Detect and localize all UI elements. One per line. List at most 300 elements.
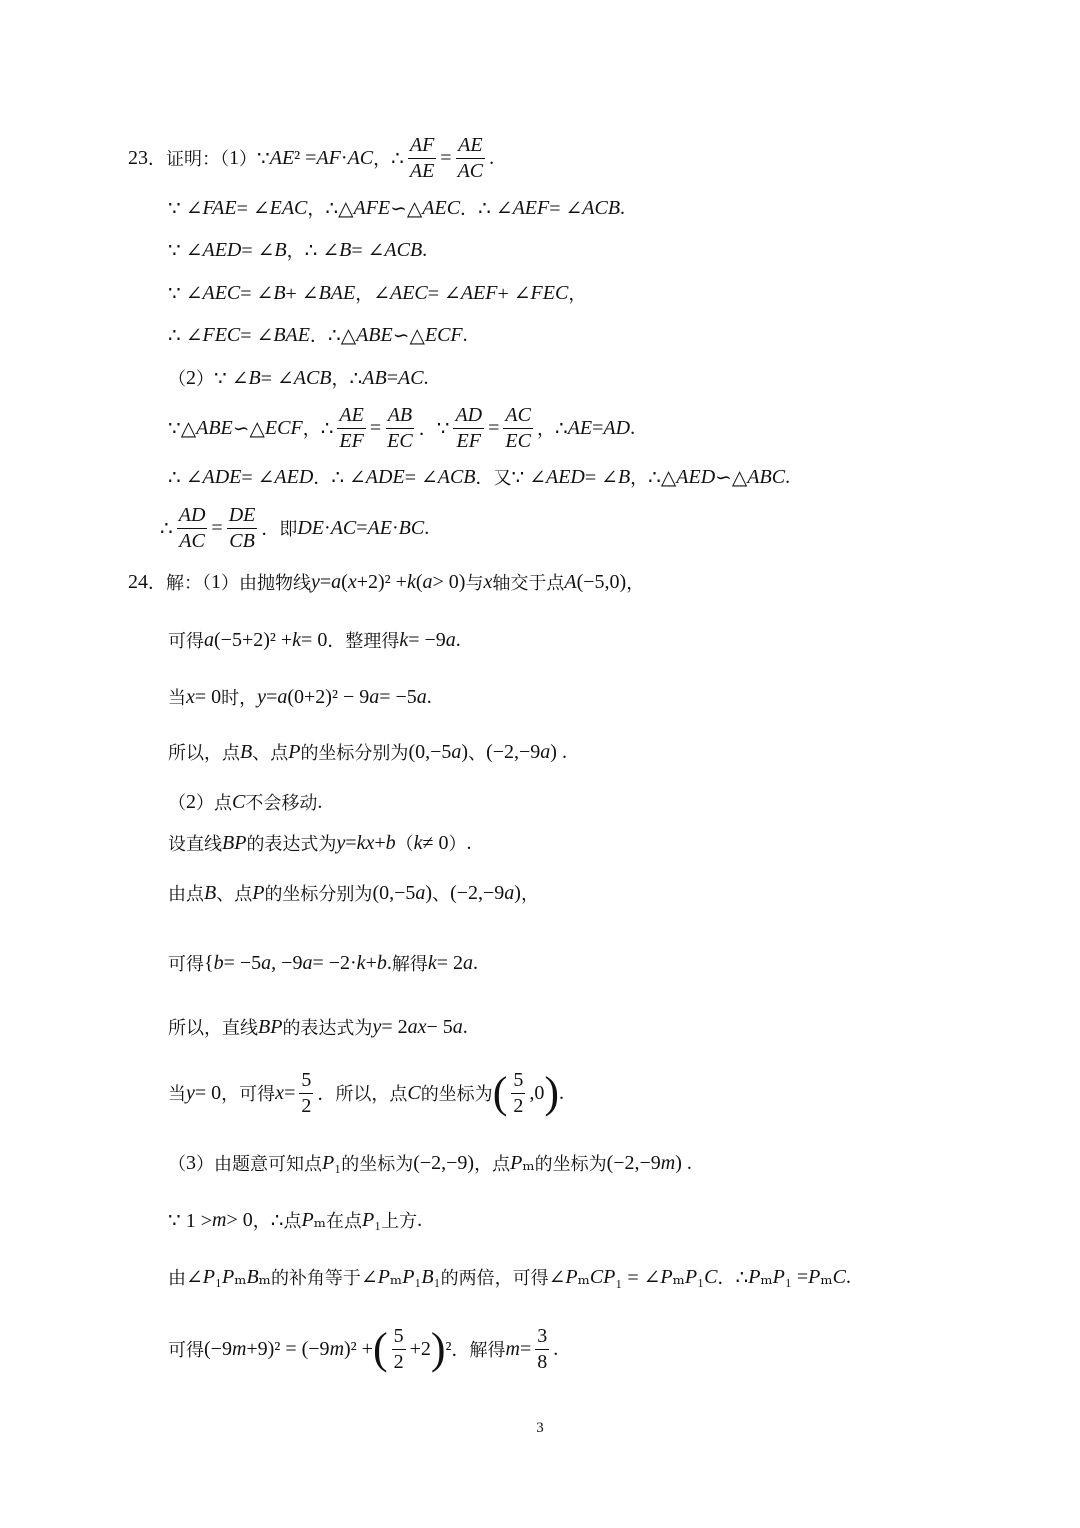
numerator [511, 1068, 525, 1094]
text-segment: 点 [283, 1211, 302, 1232]
math-segment: = ∠ [549, 197, 583, 220]
math-segment: . [417, 1208, 423, 1231]
math-segment: AE [339, 403, 364, 426]
math-segment: ∴ [270, 1209, 284, 1232]
math-segment: { [204, 951, 214, 974]
math-segment: ∠ [373, 282, 390, 305]
fraction [408, 133, 436, 184]
math-segment: C [232, 790, 246, 813]
text-segment: ， [307, 199, 326, 220]
text-segment: 在点 [325, 1211, 362, 1232]
math-segment: AE [269, 146, 295, 169]
math-segment: ADE [365, 465, 405, 488]
math-segment: + [374, 831, 386, 854]
text-segment: （ [168, 1154, 186, 1175]
math-segment: B [246, 1265, 259, 1288]
math-segment: (−2,−9 [486, 740, 541, 763]
math-segment: = [211, 516, 223, 539]
solution-line-p23_l7 [168, 403, 636, 452]
solution-line-p24_l12 [168, 1200, 422, 1240]
math-segment: 2 [301, 1094, 312, 1117]
math-segment: P [288, 740, 301, 763]
math-segment: ABE [356, 323, 393, 346]
math-segment: . [386, 951, 392, 974]
math-segment: FAE [202, 196, 237, 219]
text-segment: ， [373, 149, 392, 170]
text-segment: ． [418, 419, 437, 440]
math-segment: = 2 [381, 1015, 408, 1038]
math-segment: . [426, 685, 432, 708]
math-segment: a [540, 740, 551, 763]
math-segment: = ∠ [240, 282, 274, 305]
denominator [455, 429, 483, 454]
math-segment: B [240, 740, 253, 763]
math-segment: ₘ [313, 1209, 326, 1232]
text-segment: 的坐标为 [341, 1154, 414, 1175]
text-segment: ， [630, 468, 649, 489]
math-segment: k [406, 570, 416, 593]
math-segment: ₁ [433, 1265, 441, 1288]
text-segment: ． [309, 326, 328, 347]
math-segment: +9)² = (−9 [246, 1337, 330, 1360]
math-segment: P [361, 1208, 375, 1231]
math-segment: AED [202, 238, 242, 261]
solution-line-p24_l2 [168, 620, 461, 660]
math-segment: AEC [422, 196, 461, 219]
math-segment: ABE [196, 416, 233, 439]
math-segment: ACB [437, 465, 476, 488]
math-segment: = [440, 146, 452, 169]
math-segment: DE [228, 503, 256, 526]
math-segment: B [204, 881, 217, 904]
text-segment: 上方 [381, 1211, 418, 1232]
text-segment: ，可得 [221, 1084, 276, 1105]
math-segment: AC [347, 146, 374, 169]
math-segment: ∵△ [168, 417, 197, 440]
math-segment: B [274, 238, 287, 261]
math-segment: = ∠ [241, 466, 275, 489]
math-segment: a [302, 951, 313, 974]
numerator [453, 403, 484, 429]
math-segment: ( [415, 570, 423, 593]
math-segment: . [424, 516, 430, 539]
math-segment: ∴△ [325, 197, 354, 220]
math-segment: ₘ [577, 1266, 590, 1289]
math-segment: ACB [293, 366, 332, 389]
math-segment: ∴ [735, 1266, 749, 1289]
numerator [408, 133, 436, 159]
solution-line-p23_l6 [168, 358, 429, 398]
math-segment: EAC [269, 196, 308, 219]
math-segment: + [365, 951, 377, 974]
solution-line-p24_l11 [168, 1143, 692, 1183]
text-segment: ． [313, 468, 332, 489]
math-segment: (−2,−9 [450, 881, 505, 904]
math-segment: P [252, 881, 265, 904]
math-segment: BAE [273, 323, 310, 346]
math-segment: C [407, 1081, 421, 1104]
math-segment: ₁ = [784, 1265, 809, 1288]
math-segment: = 2 [436, 951, 464, 974]
text-segment: 的坐标分别为 [264, 884, 373, 905]
math-segment: EC [505, 429, 531, 452]
math-segment: . [462, 1015, 468, 1038]
math-segment: = ∠ [241, 239, 275, 262]
math-segment: a [331, 570, 342, 593]
math-segment: BC [398, 516, 425, 539]
math-segment: 8 [537, 1350, 548, 1373]
text-segment: ，点 [474, 1154, 511, 1175]
math-segment: ≠ 0 [422, 831, 449, 854]
solution-line-p24_l8 [168, 943, 478, 983]
math-segment: = ∠ [240, 324, 274, 347]
text-segment: ．解得 [451, 1340, 506, 1361]
math-segment: x [347, 570, 357, 593]
math-segment: + ∠ [497, 282, 531, 305]
math-segment: ∽△ [390, 197, 423, 220]
math-segment: y [372, 1015, 382, 1038]
text-segment: 时， [221, 688, 258, 709]
math-segment: BP [258, 1015, 283, 1038]
text-segment: ．即 [261, 519, 298, 540]
math-segment: AEF [512, 196, 550, 219]
math-segment: ∵ ∠ [214, 367, 249, 390]
math-segment: . [317, 790, 323, 813]
math-segment: k [399, 628, 409, 651]
math-segment: B [617, 465, 631, 488]
paren: ( [372, 1324, 388, 1373]
text-segment: 轴交于点 [492, 573, 565, 594]
math-segment: a [204, 628, 214, 651]
math-segment: AD [603, 416, 631, 439]
math-segment: AD [178, 503, 206, 526]
math-segment: . [462, 323, 468, 346]
math-segment: AF [409, 133, 435, 156]
denominator [408, 159, 436, 184]
math-segment: AED [676, 465, 716, 488]
solution-line-p23_title [128, 133, 495, 182]
math-segment: 5 [301, 1068, 312, 1091]
text-segment: 不会移动 [245, 793, 318, 814]
math-segment: B [248, 366, 261, 389]
solution-line-p23_l5 [168, 315, 468, 355]
math-segment: ∴ ∠ [168, 466, 203, 489]
solution-line-p24_l13 [168, 1257, 851, 1297]
text-segment: 的坐标为 [534, 1154, 607, 1175]
solution-line-p24_l7 [168, 873, 539, 913]
text-segment: 的表达式为 [246, 834, 337, 855]
math-segment: ² [445, 1337, 452, 1360]
math-segment: (−2,−9 [606, 1151, 661, 1174]
math-segment: 1 [211, 570, 221, 593]
text-segment: ．又 [475, 468, 512, 489]
math-segment: . [620, 196, 626, 219]
math-segment: 5 [513, 1068, 524, 1091]
math-segment: = [319, 570, 332, 593]
math-segment: . [785, 465, 791, 488]
denominator [385, 429, 415, 454]
text-segment: 与 [465, 573, 484, 594]
math-segment: + ∠ [285, 282, 319, 305]
fraction [535, 1324, 549, 1375]
math-segment: k [356, 951, 366, 974]
text-segment: ．整理得 [327, 631, 400, 652]
math-segment: ∴ [160, 517, 173, 540]
math-segment: P [660, 1265, 673, 1288]
math-segment: P [221, 1265, 235, 1288]
numerator [177, 503, 208, 529]
math-segment: ₘ [672, 1266, 685, 1289]
text-segment: 的坐标分别为 [300, 743, 409, 764]
math-segment: = ∠ [427, 282, 461, 305]
text-segment: 所以，点 [168, 743, 240, 764]
numerator [227, 503, 258, 529]
text-segment: ， [568, 284, 587, 305]
math-segment: (−2,−9) [413, 1151, 475, 1174]
math-segment: ₘ [760, 1266, 773, 1289]
text-segment: ， [302, 419, 321, 440]
math-segment: ∵ 1 > [168, 1209, 213, 1232]
solution-line-p24_l6 [168, 823, 472, 863]
math-segment: b [376, 951, 387, 974]
math-segment: ∠ [186, 1266, 203, 1289]
math-segment: AE [567, 416, 593, 439]
math-segment: = −2· [312, 951, 357, 974]
text-segment: ．证明：（ [148, 149, 229, 170]
math-segment: , −9 [271, 951, 303, 974]
denominator [392, 1350, 406, 1375]
text-segment: ） [448, 834, 467, 855]
math-segment: . [630, 416, 636, 439]
math-segment: . [845, 1265, 851, 1288]
math-segment: = [345, 831, 357, 854]
fraction [337, 403, 365, 454]
math-segment: AE [409, 159, 435, 182]
math-segment: . [423, 366, 429, 389]
numerator [337, 403, 365, 429]
text-segment: ）由抛物线 [221, 573, 311, 594]
math-segment: P [565, 1265, 578, 1288]
math-segment: 23 [128, 146, 148, 169]
math-segment: AB [362, 366, 387, 389]
fraction [503, 403, 533, 454]
math-segment: ) . [550, 740, 567, 763]
math-segment: AEC [390, 281, 428, 304]
math-segment: . [559, 1081, 564, 1104]
math-segment: 1 [229, 146, 239, 169]
text-segment: ．解：（ [148, 573, 211, 594]
math-segment: ACB [582, 196, 621, 219]
solution-line-p24_l14 [168, 1324, 559, 1373]
math-segment: ax [407, 1015, 427, 1038]
math-segment: AE [458, 133, 483, 156]
text-segment: 、 [432, 884, 451, 905]
math-segment: = 0 [301, 628, 328, 651]
math-segment: ∽△ [232, 417, 265, 440]
math-segment: 2 [186, 790, 196, 813]
math-segment: EC [387, 429, 413, 452]
math-segment: = −5 [223, 951, 262, 974]
math-segment: k [292, 628, 302, 651]
solution-line-p23_l2 [168, 188, 625, 228]
solution-line-p23_l3 [168, 230, 427, 270]
math-segment: y [311, 570, 320, 593]
math-segment: ∴ ∠ [304, 239, 340, 262]
text-segment: 、点 [252, 743, 289, 764]
denominator [337, 429, 365, 454]
text-segment: ， [252, 1211, 271, 1232]
text-segment: 的补角等于 [270, 1268, 361, 1289]
text-segment: 可得 [168, 954, 204, 975]
math-segment: EF [456, 429, 481, 452]
math-segment: m [660, 1151, 676, 1174]
paren: ) [544, 1068, 559, 1117]
math-segment: = [386, 366, 398, 389]
denominator [535, 1350, 549, 1375]
math-segment: a [369, 685, 380, 708]
math-segment: ∴ ∠ [168, 324, 203, 347]
math-segment: ∽△ [715, 466, 748, 489]
math-segment: ² = [294, 146, 317, 169]
math-segment: ₘ [820, 1266, 833, 1289]
math-segment: ADE [202, 465, 242, 488]
text-segment: 所以，直线 [168, 1018, 258, 1039]
math-segment: ₁ [697, 1265, 705, 1288]
math-segment: ∽△ [392, 324, 425, 347]
numerator [299, 1068, 313, 1094]
text-segment: 设直线 [168, 834, 222, 855]
math-segment: EF [339, 429, 364, 452]
math-segment: ∵ ∠ [168, 282, 203, 305]
math-segment: ₘ [522, 1152, 535, 1175]
math-segment: . [553, 1337, 559, 1360]
math-segment: ∴ ∠ [331, 466, 366, 489]
fraction [385, 403, 415, 454]
math-segment: P [510, 1151, 523, 1174]
math-segment: ∠ [548, 1266, 566, 1289]
math-segment: k [427, 951, 437, 974]
math-segment: . [422, 238, 428, 261]
math-segment: y [257, 685, 267, 708]
math-segment: P [377, 1265, 390, 1288]
math-segment: AC [397, 366, 424, 389]
math-segment: ECF [424, 323, 463, 346]
math-segment: P [748, 1265, 761, 1288]
math-segment: a [261, 951, 272, 974]
math-segment: C [704, 1265, 718, 1288]
math-segment: ABC [747, 465, 786, 488]
math-segment: a [277, 685, 288, 708]
math-segment: (−9 [204, 1337, 232, 1360]
math-segment: DE [297, 516, 325, 539]
math-segment: CP [589, 1265, 616, 1288]
math-segment: AED [274, 465, 314, 488]
text-segment: ．所以，点 [317, 1084, 408, 1105]
math-segment: k [413, 831, 423, 854]
text-segment: 点 [304, 1154, 322, 1175]
text-segment: 由点 [168, 884, 204, 905]
denominator [227, 529, 257, 554]
math-segment: kx [356, 831, 375, 854]
fraction [511, 1068, 525, 1119]
math-segment: ₘ [258, 1266, 271, 1289]
fraction [299, 1068, 313, 1119]
math-segment: · [340, 146, 348, 169]
math-segment: )² + [344, 1337, 373, 1360]
numerator [535, 1324, 549, 1350]
math-segment: a [504, 881, 515, 904]
text-segment: （ [168, 369, 186, 390]
math-segment: ∠ [360, 1266, 378, 1289]
text-segment: ． [460, 199, 479, 220]
denominator [511, 1094, 525, 1119]
paren: ( [492, 1068, 508, 1117]
math-segment: m [231, 1337, 247, 1360]
text-segment: 当 [168, 1084, 186, 1105]
math-segment: ₘ [234, 1266, 247, 1289]
math-segment: P [322, 1151, 335, 1174]
fraction [453, 403, 484, 454]
math-segment: = −9 [408, 628, 446, 651]
solution-line-p24_l10 [168, 1068, 564, 1117]
math-segment: ₁ [334, 1151, 342, 1174]
math-segment: ∴△ [327, 324, 357, 347]
math-segment: ∵ [436, 417, 450, 440]
text-segment: 可得 [168, 1340, 204, 1361]
math-segment: − 5 [426, 1015, 453, 1038]
math-segment: = ∠ [351, 239, 385, 262]
math-segment: AD [455, 403, 483, 426]
math-segment: 5 [393, 1324, 404, 1347]
math-segment: (0+2)² − 9 [287, 685, 370, 708]
math-segment: . [455, 628, 461, 651]
math-segment: > 0) [432, 570, 466, 593]
fraction [456, 133, 486, 184]
math-segment: B [421, 1265, 434, 1288]
math-segment: > 0 [226, 1208, 253, 1231]
math-segment: ∴ ∠ [478, 197, 513, 220]
math-segment: A [564, 570, 577, 593]
math-segment: P [808, 1265, 821, 1288]
math-segment: AC [330, 516, 357, 539]
math-segment: x [483, 570, 493, 593]
text-segment: 的表达式为 [282, 1018, 373, 1039]
math-segment: · [324, 516, 331, 539]
math-segment: AF [316, 146, 341, 169]
math-segment: = [488, 416, 500, 439]
math-segment: P [202, 1265, 215, 1288]
math-segment: = [266, 685, 278, 708]
math-segment: x [186, 685, 195, 708]
text-segment: ） [239, 149, 257, 170]
solution-line-p24_l3 [168, 677, 432, 717]
math-segment: AC [179, 529, 205, 552]
math-segment: = [284, 1081, 296, 1104]
math-segment: x [275, 1081, 285, 1104]
solution-line-p24_l5 [168, 782, 322, 822]
solution-line-p24_title [128, 562, 644, 602]
math-segment: ∴△ [648, 466, 677, 489]
denominator [299, 1094, 313, 1119]
math-segment: AFE [353, 196, 391, 219]
math-segment: = 0 [194, 685, 222, 708]
math-segment: m [505, 1337, 520, 1360]
math-segment: AB [387, 403, 413, 426]
denominator [456, 159, 486, 184]
solution-line-p24_l9 [168, 1007, 468, 1047]
math-segment: P [301, 1208, 314, 1231]
math-segment: ) [425, 881, 433, 904]
